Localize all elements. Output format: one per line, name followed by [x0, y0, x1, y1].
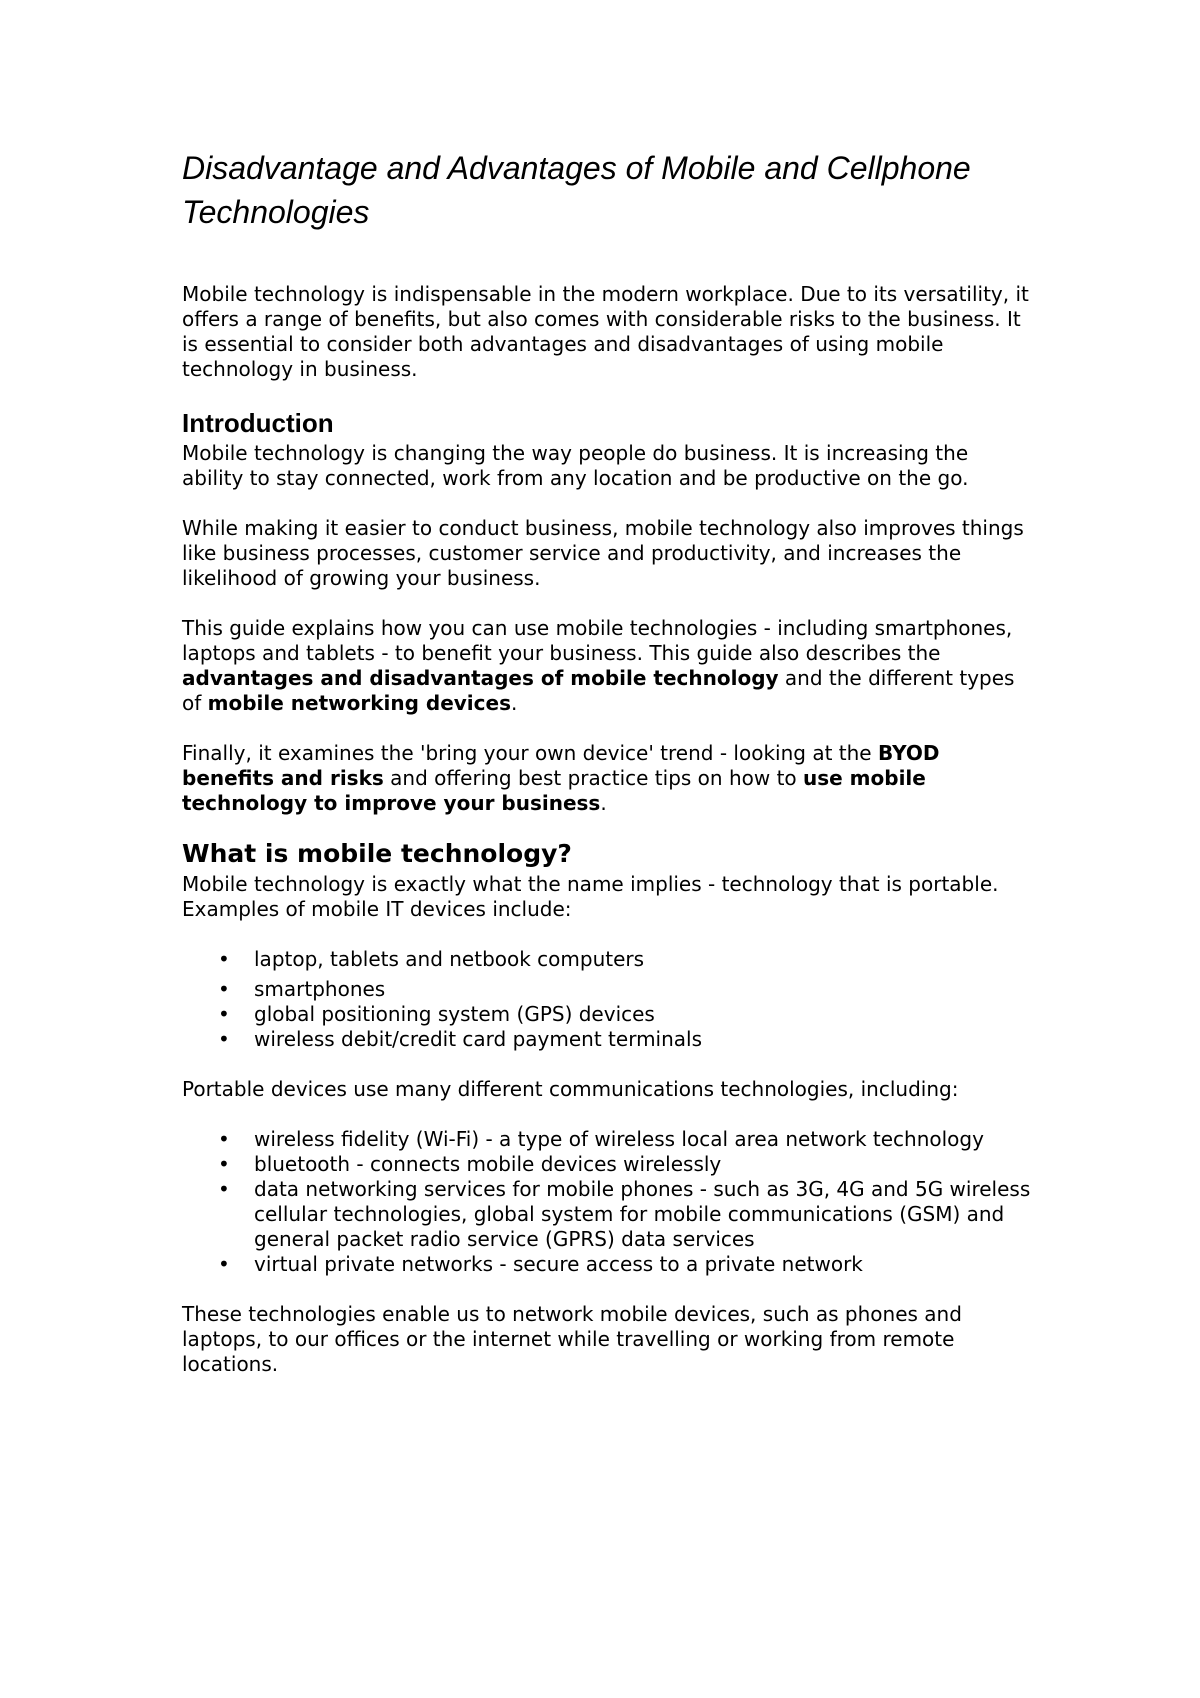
- list-item: • wireless fidelity (Wi-Fi) - a type of wireless local area network technology: [254, 1127, 1032, 1152]
- list-item: • wireless debit/credit card payment terminals: [254, 1027, 1032, 1052]
- document-title: Disadvantage and Advantages of Mobile and Cellphone Technologies: [182, 150, 971, 230]
- paragraph-text: .: [511, 691, 518, 715]
- what-is-paragraph-3: These technologies enable us to network mobile devices, such as phones and laptops, to our offices or the internet while travelling or working from remote locations.: [182, 1302, 962, 1376]
- introduction-paragraph-3: [182, 616, 1032, 716]
- what-is-paragraph-2: Portable devices use many different communications technologies, including:: [182, 1077, 959, 1101]
- paragraph-text: .: [600, 791, 607, 815]
- lead-paragraph: Mobile technology is indispensable in the modern workplace. Due to its versatility, it offers a range of benefits, but also comes with considerable risks to the business. It is essential to consider both advantages and disadvantages of using mobile technology in business.: [182, 282, 1029, 381]
- paragraph-text: Finally, it examines the 'bring your own device' trend - looking at the: [182, 741, 878, 765]
- introduction-paragraph-1: Mobile technology is changing the way people do business. It is increasing the ability to stay connected, work from any location and be productive on the go.: [182, 441, 969, 490]
- list-item: • laptop, tablets and netbook computers: [254, 947, 1032, 972]
- list-item: • virtual private networks - secure access to a private network: [254, 1252, 1032, 1277]
- paragraph-text: This guide explains how you can use mobile technologies - including smartphones, laptops and tablets - to benefit your business. This guide also describes the: [182, 616, 1013, 665]
- technologies-list: [182, 1127, 1032, 1277]
- introduction-heading: Introduction: [182, 408, 334, 438]
- introduction-paragraph-2: While making it easier to conduct business, mobile technology also improves things like business processes, customer service and productivity, and increases the likelihood of growing your business.: [182, 516, 1024, 590]
- list-item: • smartphones: [254, 977, 1032, 1002]
- document-page: [182, 146, 1032, 1402]
- paragraph-text: and offering best practice tips on how to: [383, 766, 803, 790]
- devices-list: [182, 947, 1032, 1052]
- what-is-paragraph-1: Mobile technology is exactly what the name implies - technology that is portable. Examples of mobile IT devices include:: [182, 872, 999, 921]
- bold-phrase-byod: BYOD benefits and risks: [182, 741, 940, 790]
- list-item: • global positioning system (GPS) devices: [254, 1002, 1032, 1027]
- bold-phrase-improve-business: use mobile technology to improve your business: [182, 766, 926, 815]
- list-item: • bluetooth - connects mobile devices wirelessly: [254, 1152, 1032, 1177]
- paragraph-text: and the different types of: [182, 666, 1015, 715]
- introduction-paragraph-4: [182, 741, 1032, 816]
- bold-phrase-advantages: advantages and disadvantages of mobile technology: [182, 666, 779, 690]
- list-item: • data networking services for mobile phones - such as 3G, 4G and 5G wireless cellular technologies, global system for mobile communications (GSM) and general packet radio service (GPRS) data services: [254, 1177, 1032, 1252]
- bold-phrase-networking-devices: mobile networking devices: [207, 691, 511, 715]
- what-is-heading: What is mobile technology?: [182, 839, 572, 868]
